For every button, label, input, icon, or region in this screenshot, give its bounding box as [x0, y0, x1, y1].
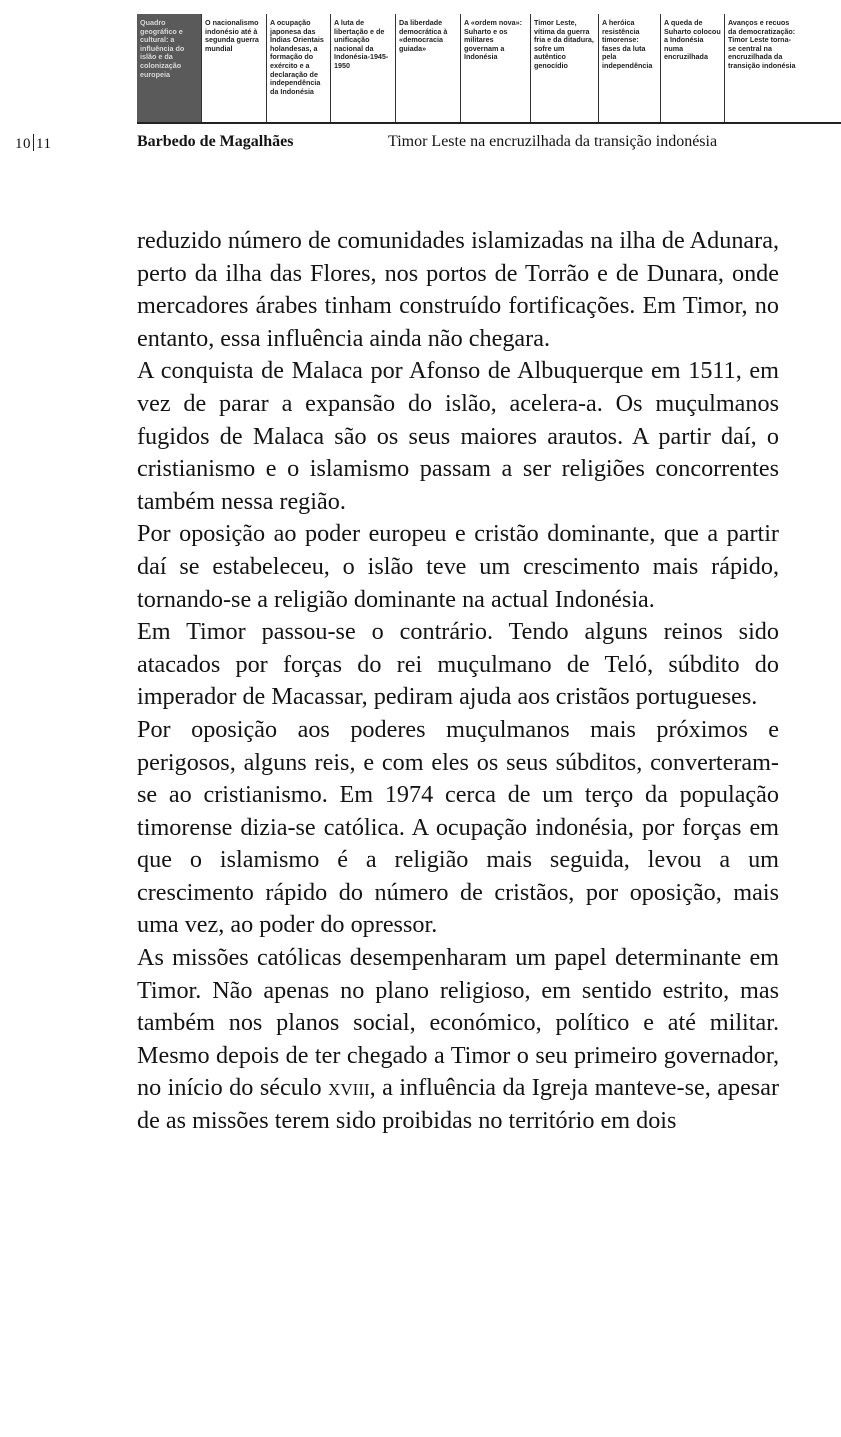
nav-cell-chapter-2[interactable]: O nacionalismo indonésio até à segunda guerra mundial [202, 14, 267, 122]
nav-cell-chapter-1[interactable]: Quadro geográfico e cultural: a influência do islão e da colonização europeia [137, 14, 202, 122]
paragraph-2: A conquista de Malaca por Afonso de Albuquerque em 1511, em vez de parar a expansão do islão, acelera-a. Os muçulmanos fugidos de Malaca são os seus maiores arautos. A partir daí, o cristianismo e o islamismo passam a ser religiões concorrentes também nessa região. [137, 357, 779, 515]
paragraph-3: Por oposição ao poder europeu e cristão dominante, que a partir daí se estabeleceu, o islão teve um crescimento mais rápido, tornando-se a religião dominante na actual Indonésia. [137, 520, 779, 613]
nav-cell-chapter-4[interactable]: A luta de libertação e de unificação nacional da Indonésia-1945-1950 [331, 14, 396, 122]
body-text [137, 225, 779, 1138]
century-numeral: xviii [328, 1074, 370, 1102]
nav-cell-chapter-8[interactable]: A heróica resistência timorense: fases da luta pela independência [599, 14, 661, 122]
paragraph-6-part-1: As missões católicas desempenharam um papel determinante em Timor. Não apenas no plano religioso, em sentido estrito, mas também nos planos social, económico, político e até militar. Mesmo depois de ter chegado a Timor o seu primeiro governador, no início do século [137, 944, 779, 1102]
paragraph-5: Por oposição aos poderes muçulmanos mais próximos e perigosos, alguns reis, e com eles os seus súbditos, converteram-se ao cristianismo. Em 1974 cerca de um terço da população timorense dizia-se católica. A ocupação indonésia, por forças em que o islamismo é a religião mais seguida, levou a um crescimento rápido do número de cristãos, por oposição, mais uma vez, ao poder do opressor. [137, 715, 779, 939]
page-numbers [15, 134, 51, 153]
paragraph-1: reduzido número de comunidades islamizadas na ilha de Adunara, perto da ilha das Flores, nos portos de Torrão e de Dunara, onde mercadores árabes tinham construído fortificações. Em Timor, no entanto, essa influência ainda não chegara. [137, 227, 779, 352]
page-number-divider [33, 134, 34, 151]
nav-cell-chapter-3[interactable]: A ocupação japonesa das Índias Orientais holandesas, a formação do exército e a declaração de independência da Indonésia [267, 14, 331, 122]
page-number-right: 11 [36, 136, 52, 152]
running-header-title: Timor Leste na encruzilhada da transição indonésia [388, 133, 718, 150]
nav-cell-chapter-7[interactable]: Timor Leste, vítima da guerra fria e da ditadura, sofre um autêntico genocídio [531, 14, 599, 122]
paragraph-6 [137, 942, 779, 1138]
page-number-left: 10 [15, 136, 31, 152]
nav-cell-chapter-6[interactable]: A «ordem nova»: Suharto e os militares governam a Indonésia [461, 14, 531, 122]
nav-cell-chapter-10[interactable]: Avanços e recuos da democratização: Timor Leste torna-se central na encruzilhada da transição indonésia [728, 18, 796, 70]
paragraph-6-part-2: , a influência da Igreja manteve-se, apesar de as missões terem sido proibidas no território em dois [137, 1074, 780, 1135]
nav-cell-chapter-9[interactable]: A queda de Suharto colocou a Indonésia numa encruzilhada [661, 14, 725, 122]
running-header-author: Barbedo de Magalhães [137, 133, 294, 150]
chapter-navigation [137, 14, 841, 124]
paragraph-4: Em Timor passou-se o contrário. Tendo alguns reinos sido atacados por forças do rei muçulmano de Teló, súbdito do imperador de Macassar, pediram ajuda aos cristãos portugueses. [137, 618, 779, 711]
nav-cell-chapter-5[interactable]: Da liberdade democrática à «democracia guiada» [396, 14, 461, 122]
